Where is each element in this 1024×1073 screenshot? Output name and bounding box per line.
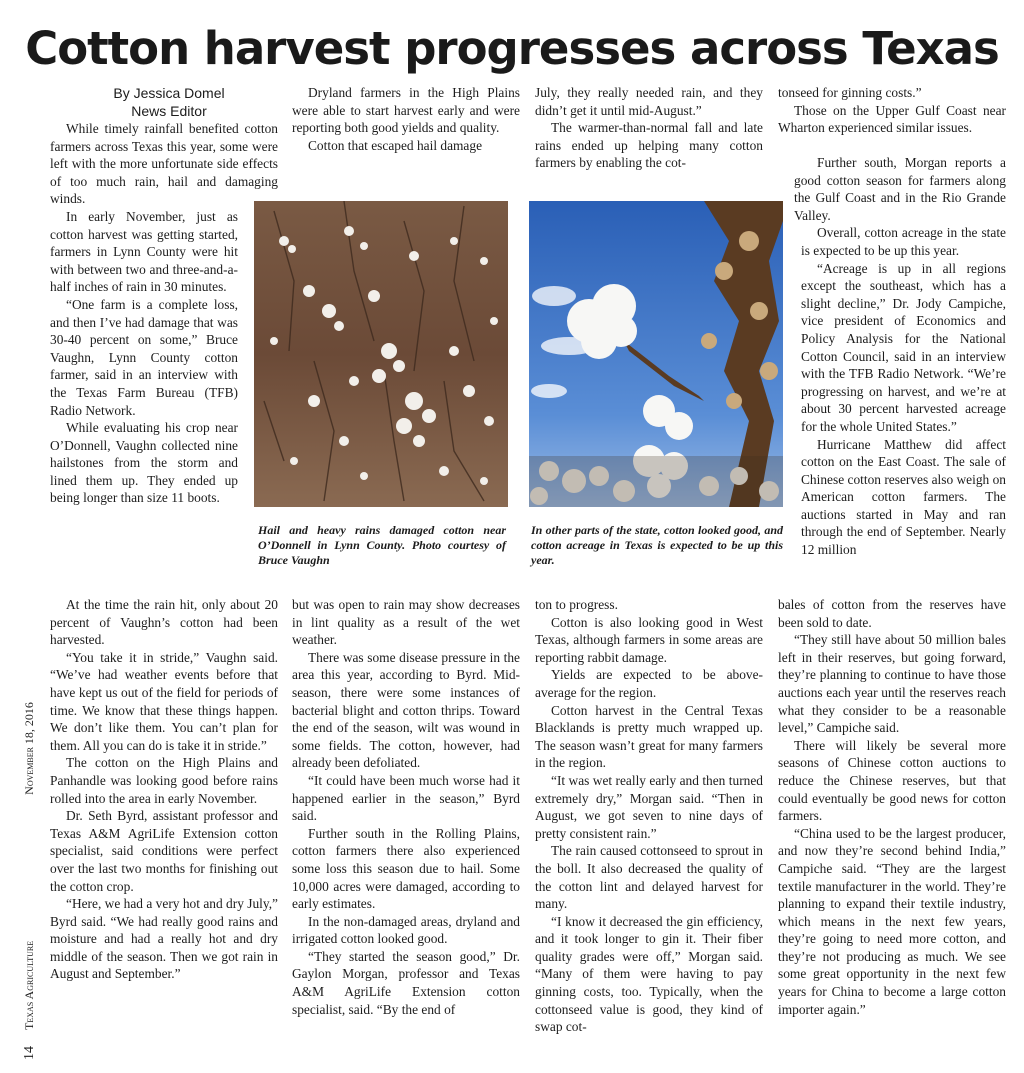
paragraph: Cotton is also looking good in West Texas, although farmers in some areas are reporting rabbit damage. [535, 614, 763, 665]
column-1-top [50, 84, 278, 507]
paragraph: “They still have about 50 million bales left in their reserves, but going forward, they’re planning to continue to have those auctions each year until the reserves reach what they consider to be a reasonable level,” Campiche said. [778, 632, 1006, 736]
photo-caption: In other parts of the state, cotton looked good, and cotton acreage in Texas is expected to be up this year. [531, 523, 783, 567]
photo-caption: Hail and heavy rains damaged cotton near O’Donnell in Lynn County. Photo courtesy of Bruce Vaughn [258, 523, 506, 567]
paragraph: “I know it decreased the gin efficiency, and it took longer to gin it. Their fiber quality grades were off,” Morgan said. “Many of them were having to pay ginning costs, too. Typically, when the cottonseed value is good, they kind of swap cot- [535, 913, 763, 1035]
byline-role: News Editor [131, 103, 207, 119]
paragraph: Dryland farmers in the High Plains were able to start harvest early and were reporting both good yields and quality. [292, 85, 520, 136]
column-4-bottom [778, 596, 1006, 1018]
paragraph: “It was wet really early and then turned extremely dry,” Morgan said. “Then in August, we got seven to nine days of pretty consistent rain.” [535, 772, 763, 841]
paragraph: At the time the rain hit, only about 20 percent of Vaughn’s cotton had been harvested. [50, 597, 278, 648]
paragraph: “China used to be the largest producer, and now they’re second behind India,” Campiche said. “They are the largest textile manufacturer in the world. They’re planning to expand their textile industry, which means in the next few years, they’re going to need more cotton, and they’re not producing as much. We see some great opportunity in the next few years for China to become a large cotton importer again.” [778, 825, 1006, 1017]
paragraph: bales of cotton from the reserves have been sold to date. [778, 597, 1006, 630]
column-2-top [292, 84, 520, 154]
paragraph: tonseed for ginning costs.” [778, 85, 922, 100]
paragraph: “They started the season good,” Dr. Gaylon Morgan, professor and Texas A&M AgriLife Extension cotton specialist, said. “By the end of [292, 948, 520, 1017]
paragraph: July, they really needed rain, and they didn’t get it until mid-August.” [535, 85, 763, 118]
page-footer [20, 702, 38, 1060]
paragraph: The cotton on the High Plains and Panhandle was looking good before rains rolled into the area in early November. [50, 755, 278, 806]
photo-hail-damaged-cotton [254, 201, 508, 507]
page-number: 14 [22, 1046, 37, 1060]
column-1-bottom [50, 596, 278, 983]
byline-author: By Jessica Domel [113, 85, 225, 101]
publication-date: November 18, 2016 [22, 702, 36, 795]
paragraph: The warmer-than-normal fall and late rains ended up helping many cotton farmers by enabling the cot- [535, 120, 763, 171]
paragraph: Further south in the Rolling Plains, cotton farmers there also experienced some loss this season due to hail. Some 10,000 acres were damaged, according to early estimates. [292, 825, 520, 912]
paragraph: Cotton harvest in the Central Texas Blacklands is pretty much wrapped up. The season wasn’t great for many farmers in the region. [535, 702, 763, 771]
paragraph: “Acreage is up in all regions except the southeast, which has a slight decline,” Dr. Jody Campiche, vice president of Economics and Policy Analysis for the National Cotton Council, said in an interview with the TFB Radio Network. “We’re progressing on harvest, and we’re at about 30 percent harvested acreage for the whole United States.” [801, 260, 1006, 434]
column-4-top [778, 84, 1006, 137]
paragraph: The rain caused cottonseed to sprout in the boll. It also decreased the quality of the cotton lint and delayed harvest for many. [535, 843, 763, 912]
column-3-top [535, 84, 763, 172]
paragraph: While timely rainfall benefited cotton farmers across Texas this year, some were left with the more unfortunate side effects of too much rain, hail and damaging winds. [50, 121, 278, 207]
paragraph: Yields are expected to be above-average for the region. [535, 667, 763, 700]
paragraph: There was some disease pressure in the area this year, according to Byrd. Mid-season, there were some instances of bacterial blight and cotton thrips. Toward the end of the season, wilt was wound in some fields. The cotton, however, had already been defoliated. [292, 649, 520, 771]
paragraph: Cotton that escaped hail damage [308, 137, 483, 153]
column-4-mid [794, 154, 1006, 559]
paragraph: “One farm is a complete loss, and then I’ve had damage that was 30-40 percent on some,” Bruce Vaughn, Lynn County cotton farmer, said in an interview with the Texas Farm Bureau (TFB) Radio Network. [50, 296, 238, 418]
paragraph: “You take it in stride,” Vaughn said. “We’ve had weather events before that have kept us out of the field for periods of time. We know that these things happen. We don’t like them. You can’t plan for them. All you can do is take it in stride.” [50, 649, 278, 753]
paragraph: Further south, Morgan reports a good cotton season for farmers along the Gulf Coast and in the Rio Grande Valley. [794, 155, 1006, 223]
paragraph: Overall, cotton acreage in the state is expected to be up this year. [801, 225, 1006, 258]
paragraph: In early November, just as cotton harvest was getting started, farmers in Lynn County were hit with between two and three-and-a-half inches of rain in 30 minutes. [50, 208, 238, 295]
column-3-bottom [535, 596, 763, 1036]
photo-healthy-cotton [529, 201, 783, 507]
column-2-bottom [292, 596, 520, 1018]
publication-name: Texas Agriculture [22, 940, 36, 1030]
paragraph: “Here, we had a very hot and dry July,” Byrd said. “We had really good rains and moisture and had a really hot and dry middle of the season. Then we got rain in August and September.” [50, 896, 278, 982]
paragraph: In the non-damaged areas, dryland and irrigated cotton looked good. [292, 913, 520, 947]
paragraph: There will likely be several more seasons of Chinese cotton auctions to reduce the Chinese reserves, but that could eventually be good news for cotton farmers. [778, 737, 1006, 824]
paragraph: While evaluating his crop near O’Donnell, Vaughn collected nine hailstones from the storm and lined them up. They ended up being longer than size 11 boots. [50, 420, 238, 506]
paragraph: Dr. Seth Byrd, assistant professor and Texas A&M AgriLife Extension cotton specialist, said conditions were perfect over the last two months for finishing out the cotton crop. [50, 808, 278, 894]
paragraph: Those on the Upper Gulf Coast near Wharton experienced similar issues. [778, 102, 1006, 136]
paragraph: Hurricane Matthew did affect cotton on the East Coast. The sale of Chinese cotton reserves also weigh on American cotton farmers. The auctions started in May and ran through the end of September. Nearly 12 million [801, 436, 1006, 558]
paragraph: but was open to rain may show decreases in lint quality as a result of the wet weather. [292, 597, 520, 648]
paragraph: “It could have been much worse had it happened earlier in the season,” Byrd said. [292, 772, 520, 824]
paragraph: ton to progress. [535, 597, 618, 612]
headline: Cotton harvest progresses across Texas [25, 22, 999, 75]
